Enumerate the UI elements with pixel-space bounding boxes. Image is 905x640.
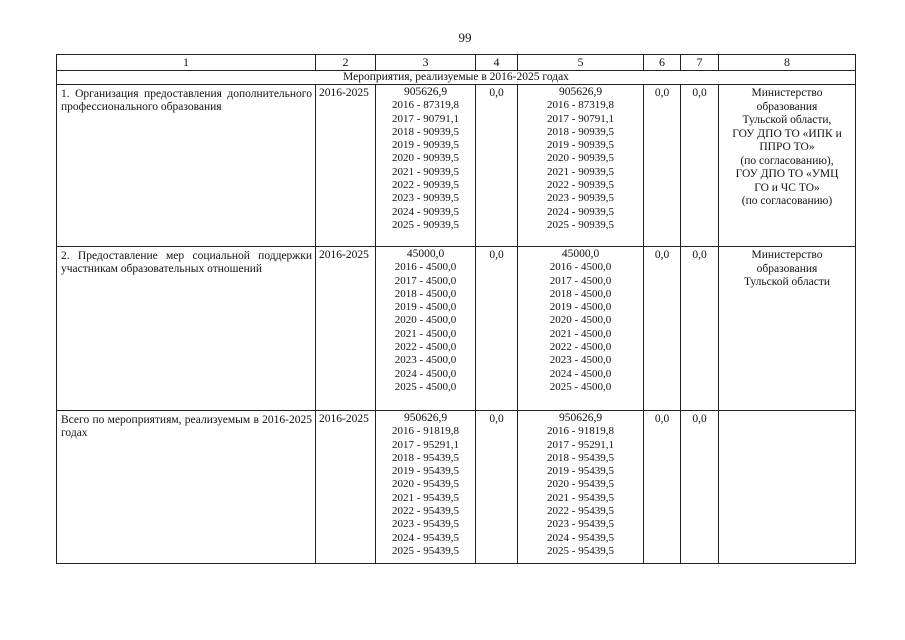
value-line: 2021 - 95439,5: [392, 491, 459, 504]
table-row: [57, 247, 856, 411]
value-line: 45000,0: [406, 248, 445, 260]
value-line: 905626,9: [403, 86, 448, 98]
value-line: 2025 - 95439,5: [547, 544, 614, 557]
value-line: 2022 - 90939,5: [547, 179, 614, 192]
value-line: 2018 - 90939,5: [547, 125, 614, 138]
value-line: 2016 - 91819,8: [392, 425, 459, 438]
col6-value: 0,0: [644, 247, 681, 411]
executor-line: ГОУ ДПО ТО «УМЦ: [735, 168, 839, 180]
value-line: 2017 - 4500,0: [549, 274, 612, 287]
value-line: 2022 - 4500,0: [549, 341, 612, 354]
value-line: 2023 - 95439,5: [547, 518, 614, 531]
value-line: 2024 - 95439,5: [392, 531, 459, 544]
value-line: 2021 - 90939,5: [392, 165, 459, 178]
executor-line: Тульской области: [743, 276, 830, 288]
value-line: 2022 - 90939,5: [392, 179, 459, 192]
value-line: 2016 - 91819,8: [547, 425, 614, 438]
value-line: 2024 - 95439,5: [547, 531, 614, 544]
executor-line: (по согласованию),: [740, 154, 834, 167]
executor-line: (по согласованию): [741, 195, 833, 207]
value-line: 2023 - 90939,5: [392, 192, 459, 205]
value-line: 2025 - 4500,0: [549, 380, 612, 393]
header-col-5: 5: [518, 55, 644, 71]
page-number: 99: [458, 30, 472, 45]
section-title: Мероприятия, реализуемые в 2016-2025 годах: [57, 71, 856, 85]
col4-value: 0,0: [476, 247, 518, 411]
col7-value: 0,0: [681, 85, 719, 247]
executor: [719, 247, 856, 411]
value-line: 2024 - 4500,0: [394, 367, 457, 380]
value-line: 2017 - 90791,1: [392, 112, 459, 125]
value-line: 2017 - 90791,1: [547, 112, 614, 125]
executor-line: образования: [756, 262, 818, 275]
value-line: 2019 - 4500,0: [549, 301, 612, 314]
value-line: 2021 - 95439,5: [547, 491, 614, 504]
value-line: 2016 - 87319,8: [392, 99, 459, 112]
value-line: 2018 - 95439,5: [392, 451, 459, 464]
col3-values: [376, 247, 476, 411]
col5-values: [518, 85, 644, 247]
value-line: 2025 - 90939,5: [547, 218, 614, 231]
activity-name: 2. Предоставление мер социальной поддержки участникам образовательных отношений: [57, 247, 316, 411]
col7-value: 0,0: [681, 411, 719, 564]
value-line: 2025 - 95439,5: [392, 544, 459, 557]
value-line: 2016 - 4500,0: [549, 261, 612, 274]
value-line: 2024 - 90939,5: [392, 205, 459, 218]
value-line: 2017 - 95291,1: [392, 438, 459, 451]
col4-value: 0,0: [476, 85, 518, 247]
col7-value: 0,0: [681, 247, 719, 411]
value-line: 2021 - 4500,0: [549, 327, 612, 340]
value-line: 2017 - 95291,1: [547, 438, 614, 451]
table-row: [57, 85, 856, 247]
period: 2016-2025: [316, 247, 376, 411]
value-line: 905626,9: [558, 86, 603, 98]
header-col-8: 8: [719, 55, 856, 71]
executor: [719, 411, 856, 564]
period: 2016-2025: [316, 411, 376, 564]
header-col-1: 1: [57, 55, 316, 71]
header-row: [57, 55, 856, 71]
col3-values: [376, 411, 476, 564]
value-line: 2021 - 90939,5: [547, 165, 614, 178]
activity-name: 1. Организация предоставления дополнительного профессионального образования: [57, 85, 316, 247]
value-line: 2022 - 4500,0: [394, 341, 457, 354]
value-line: 2018 - 90939,5: [392, 125, 459, 138]
program-table: [56, 54, 856, 564]
executor-line: ГО и ЧС ТО»: [754, 181, 820, 194]
activity-name: Всего по мероприятиям, реализуемым в 2016-2025 годах: [57, 411, 316, 564]
value-line: 2023 - 4500,0: [549, 354, 612, 367]
value-line: 2019 - 4500,0: [394, 301, 457, 314]
value-line: 2021 - 4500,0: [394, 327, 457, 340]
col6-value: 0,0: [644, 411, 681, 564]
value-line: 950626,9: [403, 412, 448, 424]
executor-line: Министерство: [751, 87, 823, 99]
section-row: [57, 71, 856, 85]
header-col-4: 4: [476, 55, 518, 71]
value-line: 2016 - 87319,8: [547, 99, 614, 112]
table-row: [57, 411, 856, 564]
header-col-6: 6: [644, 55, 681, 71]
value-line: 2023 - 90939,5: [547, 192, 614, 205]
executor-line: ГОУ ДПО ТО «ИПК и: [732, 127, 842, 140]
value-line: 45000,0: [561, 248, 600, 260]
value-line: 2020 - 95439,5: [547, 478, 614, 491]
value-line: 2017 - 4500,0: [394, 274, 457, 287]
value-line: 2024 - 4500,0: [549, 367, 612, 380]
value-line: 2020 - 4500,0: [549, 314, 612, 327]
value-line: 2024 - 90939,5: [547, 205, 614, 218]
value-line: 2018 - 4500,0: [549, 287, 612, 300]
value-line: 2023 - 4500,0: [394, 354, 457, 367]
value-line: 2020 - 90939,5: [547, 152, 614, 165]
executor-line: Тульской области,: [742, 114, 832, 126]
value-line: 2019 - 95439,5: [547, 465, 614, 478]
col6-value: 0,0: [644, 85, 681, 247]
value-line: 2019 - 90939,5: [392, 139, 459, 152]
value-line: 2020 - 90939,5: [392, 152, 459, 165]
executor: [719, 85, 856, 247]
col5-values: [518, 247, 644, 411]
value-line: 2016 - 4500,0: [394, 261, 457, 274]
period: 2016-2025: [316, 85, 376, 247]
value-line: 950626,9: [558, 412, 603, 424]
executor-line: образования: [756, 100, 818, 113]
value-line: 2019 - 95439,5: [392, 465, 459, 478]
value-line: 2023 - 95439,5: [392, 518, 459, 531]
value-line: 2022 - 95439,5: [547, 505, 614, 518]
value-line: 2018 - 95439,5: [547, 451, 614, 464]
col5-values: [518, 411, 644, 564]
value-line: 2022 - 95439,5: [392, 505, 459, 518]
value-line: 2020 - 4500,0: [394, 314, 457, 327]
executor-line: Министерство: [751, 249, 823, 261]
value-line: 2025 - 4500,0: [394, 380, 457, 393]
col3-values: [376, 85, 476, 247]
header-col-2: 2: [316, 55, 376, 71]
value-line: 2020 - 95439,5: [392, 478, 459, 491]
col4-value: 0,0: [476, 411, 518, 564]
value-line: 2019 - 90939,5: [547, 139, 614, 152]
header-col-7: 7: [681, 55, 719, 71]
header-col-3: 3: [376, 55, 476, 71]
value-line: 2025 - 90939,5: [392, 218, 459, 231]
value-line: 2018 - 4500,0: [394, 287, 457, 300]
executor-line: ППРО ТО»: [759, 141, 815, 153]
